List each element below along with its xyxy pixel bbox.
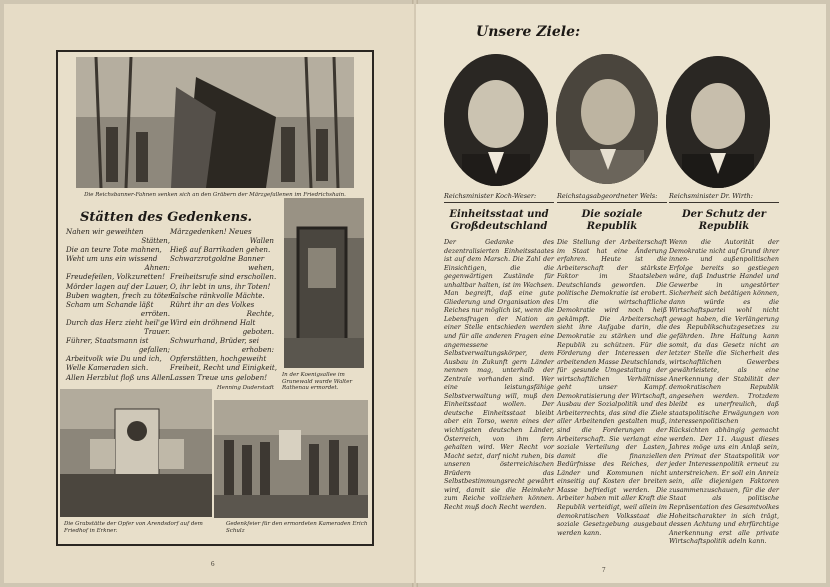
poem-line: Welle Kameraden sich. xyxy=(66,363,149,373)
photo-banner-graves xyxy=(76,57,354,188)
poem-line: Scham um Schande läßt xyxy=(66,299,154,309)
poem-line: Rechte, xyxy=(246,308,274,318)
column-person: Reichsminister Koch-Weser: xyxy=(444,192,554,203)
poem-line: wehen, xyxy=(248,263,274,273)
column-text: Der Gedanke des dezentralisierten Einheitsstaates ist auf dem Marsch. Die Zahl der Einsichtigen, die die gegenwärtigen Zustände für unhaltbar halten, ist im Wachsen. Man begreift, daß eine gute Gliederung und Organisation des Reiches nur möglich ist, wenn die Lebensfragen der Nation an einer Stelle entschieden werden und für alle anderen Fragen eine angemessene Selbstverwaltungskörper, dem Ausbau in Zukunft gern Länder nennen mag, unterhalb der Zentrale vorhanden sind. Wer eine leistungsfähige Selbstverwaltung will, muß den Einheitsstaat wollen. Der deutsche Einheitsstaat bleibt aber ein Torso, wenn eines der wichtigsten deutschen Länder, Österreich, von ihm fern gehalten wird. Wer Recht vor Macht setzt, darf nicht ruhen, bis unseren österreichischen Brüdern das Selbstbestimmungsrecht gewährt wird, damit sie die Heimkehr zum Reiche vollziehen können. Recht muß doch Recht werden. xyxy=(444,238,554,511)
poem-line: Stätten, xyxy=(141,236,170,246)
page-title: Unsere Ziele: xyxy=(476,24,581,40)
poem-line: Wallen xyxy=(249,236,274,246)
column-wels xyxy=(557,192,667,537)
poem-line: Weht um uns ein wissend xyxy=(66,254,158,264)
poem-line: erhoben: xyxy=(241,345,274,355)
poem-line: erröten. xyxy=(140,308,170,318)
poem-line: Schwurhand, Brüder, sei xyxy=(170,336,259,346)
photo-banner-caption: Die Reichsbanner-Fahnen senken sich an den Gräbern der Märzgefallenen im Friedrichshain. xyxy=(84,192,346,198)
photo-rathenau-caption: In der Koenigsallee im Grunewald wurde Walter Rathenau ermordet. xyxy=(282,372,353,391)
poem-line: Nahen wir geweihten xyxy=(66,227,144,236)
photo-memorial-schulz xyxy=(214,400,368,518)
column-heading: Einheitsstaat und Großdeutschland xyxy=(449,209,549,232)
column-wirth xyxy=(669,192,779,546)
poem-line: Wird ein dröhnend Halt xyxy=(170,317,256,327)
poem-line: Rührt ihr an des Volkes xyxy=(170,299,255,309)
poem-line: Führer, Staatsmann ist xyxy=(66,336,149,346)
photo-memorial-caption: Gedenkfeier für den ermordeten Kameraden Erich Schulz xyxy=(226,521,368,534)
poem-line: Ahnen: xyxy=(144,263,170,273)
poem-left-column xyxy=(66,227,175,382)
poem-line: Freudefeilen, Volkzuretten! xyxy=(66,272,165,282)
photo-grave-caption: Die Grabstätte der Opfer von Arendsdorf auf dem Friedhof in Erkner. xyxy=(64,521,203,534)
poem-author: Henning Duderstadt xyxy=(216,385,274,391)
poem-line: Hieß auf Barrikaden gehen. xyxy=(170,245,271,255)
page-number-right: 7 xyxy=(602,566,606,574)
poem-right-column xyxy=(170,227,277,382)
poem-line: Opferstätten, hochgeweiht xyxy=(170,354,267,364)
column-heading: Der Schutz der Republik xyxy=(681,209,767,232)
poem-line: Märzgedenken! Neues xyxy=(170,227,252,236)
column-text: Wenn die Autorität der Demokratie nicht auf Grund ihrer innen- und außenpolitischen Erfolge bereits so gestiegen wäre, daß Industrie Handel und Gewerbe in ungestörter Sicherheit sich betätigen können, dann würde es die Wirtschaftspartei wohl nicht gewagt haben, die Verlängerung des Republikschutzgesetzes zu gefährden. Ihre Haltung kann somit, da das Gesetz nicht an letzter Stelle die Sicherheit des wirtschaftlichen Gewerbes gewährleistete, als eine Anerkennung der Stabilität der demokratischen Republik angesehen werden. Trotzdem bleibt es unerfreulich, daß staatspolitische Erwägungen von interessenpolitischen Rücksichten abhängig gemacht werden. Der 11. August dieses Jahres möge uns ein Anlaß sein, den Primat der Staatspolitik vor jeder Interessenpolitik erneut zu unterstreichen. Er soll ein Anreiz sein, alle diejenigen Faktoren zusammenzuschauen, für die der Staat als politische Repräsentation des Gesamtvolkes Hoheitscharakter in sich trägt, dessen Achtung und ehrfürchtige Anerkennung erst alle private Wirtschaftspolitik adeln kann. xyxy=(669,238,779,546)
poem-title: Stätten des Gedenkens. xyxy=(80,210,253,225)
poem-line: Durch das Herz zieht heil'ge xyxy=(66,317,169,327)
column-person: Reichstagsabgeordneter Wels: xyxy=(557,192,667,203)
photo-rathenau-site xyxy=(284,198,364,368)
poem-line: Schwarzrotgoldne Banner xyxy=(170,254,265,264)
poem-line: O, ihr lebt in uns, ihr Toten! xyxy=(170,281,271,291)
poem-line: Buben wagten, frech zu töten. xyxy=(66,290,175,300)
portrait-wirth xyxy=(666,56,770,188)
poem-line: Freiheit, Recht und Einigkeit, xyxy=(170,363,277,373)
photo-grave-erkner xyxy=(60,389,212,517)
poem-line: Die an teure Tote mahnen, xyxy=(66,245,162,255)
column-text: Die Stellung der Arbeiterschaft im Staat hat eine Änderung erfahren. Heute ist die Arbeiterschaft der stärkste Faktor im Staatsleben Deutschlands geworden. Die politische Demokratie ist erobert. Um die wirtschaftliche Demokratie wird noch heiß gekämpft. Die Arbeiterschaft sieht ihre Aufgabe darin, die Demokratie zu stärken und die Republik zu schützen. Für die Förderung der Interessen der arbeitenden Masse Deutschlands, für gesunde Umgestaltung der wirtschaftlichen Verhältnisse geht unser Kampf. Demokratisierung der Wirtschaft, Ausbau der Sozialpolitik und des Arbeiterrechts, das sind die Ziele aller Arbeitenden gestalten muß, sind die Forderungen der Arbeiterschaft. Sie verlangt eine soziale Verteilung der Lasten, damit die finanziellen Bedürfnisse des Reiches, der Länder und Kommunen nicht einseitig auf Kosten der breiten Masse befriedigt werden. Die Arbeiter haben mit aller Kraft die Republik verteidigt, weil allein im demokratischen Volksstaat die soziale Gesetzgebung ausgebaut werden kann. xyxy=(557,238,667,537)
poem-line: Mörder lagen auf der Lauer, xyxy=(66,281,169,291)
poem-line: geboten. xyxy=(242,327,274,337)
portrait-koch-weser xyxy=(444,54,548,186)
page-number-left: 6 xyxy=(211,560,215,568)
poem-line: Falsche ränkvolle Mächte. xyxy=(170,290,265,300)
poem-line: Trauer. xyxy=(144,327,170,337)
column-person: Reichsminister Dr. Wirth: xyxy=(669,192,779,203)
poem-line: Freiheitsrufe sind erschollen. xyxy=(170,272,277,282)
column-heading: Die soziale Republik xyxy=(581,209,643,232)
poem-line: Lassen Treue uns geloben! xyxy=(170,372,268,382)
portrait-wels xyxy=(556,54,658,184)
poem-line: Arbeitvolk wie Du und ich, xyxy=(66,354,162,364)
column-koch-weser xyxy=(444,192,554,512)
poem-line: gefallen; xyxy=(138,345,170,355)
poem-line: Allen Herzblut floß uns Allen. xyxy=(66,372,173,382)
